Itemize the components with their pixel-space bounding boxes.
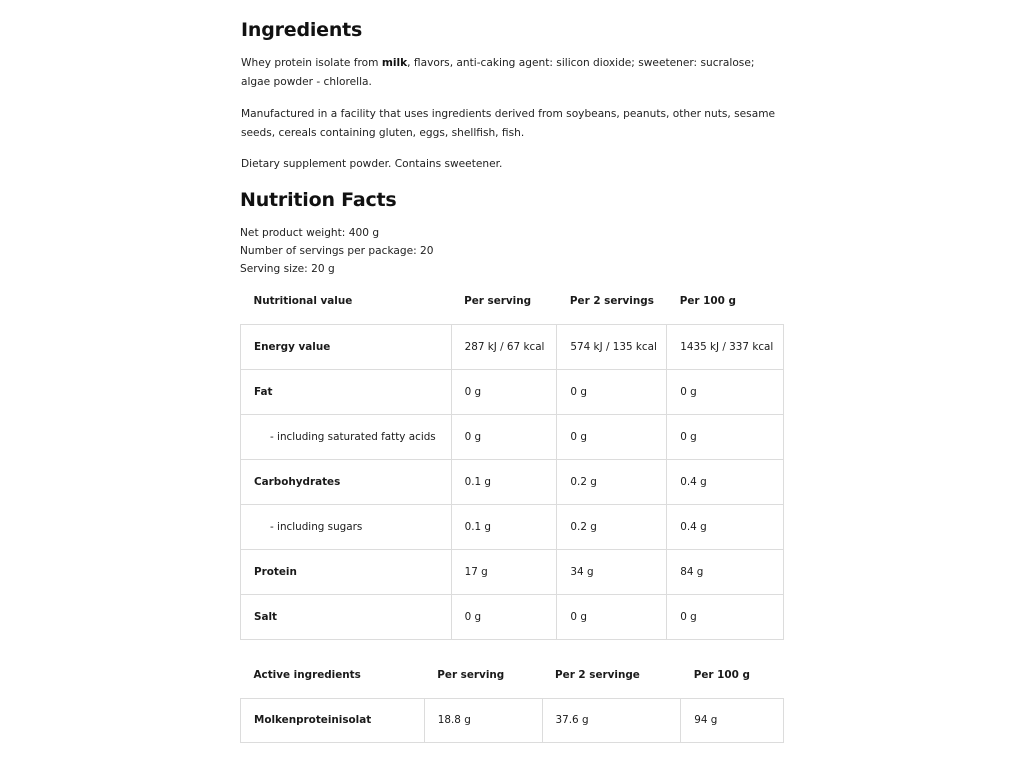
table-cell: 34 g xyxy=(557,549,667,594)
ingredients-heading: Ingredients xyxy=(241,19,363,41)
column-header: Nutritional value xyxy=(253,294,353,307)
ingredients-text-end: , flavors, anti-caking agent: silicon dioxide; sweetener: sucralose; algae powder - chlorella. xyxy=(241,57,755,88)
servings-per-package: Number of servings per package: 20 xyxy=(240,245,434,257)
table-row xyxy=(241,549,784,594)
table-cell: 0 g xyxy=(557,594,667,639)
table-cell: 0 g xyxy=(451,414,557,459)
table-cell: 0.4 g xyxy=(667,459,784,504)
active-ingredients-table xyxy=(240,652,784,743)
table-cell: 0.2 g xyxy=(557,459,667,504)
column-header: Per 2 servinge xyxy=(555,668,640,681)
ingredients-text-start: Whey protein isolate from xyxy=(241,57,382,69)
net-weight: Net product weight: 400 g xyxy=(240,227,380,239)
column-header: Per 2 servings xyxy=(569,294,654,307)
row-label: Protein xyxy=(241,549,452,594)
table-row xyxy=(241,324,784,369)
table-cell: 0 g xyxy=(557,414,667,459)
dietary-note: Dietary supplement powder. Contains sweetener. xyxy=(241,158,503,170)
table-row xyxy=(241,698,784,742)
table-cell: 0 g xyxy=(667,594,784,639)
table-cell: 17 g xyxy=(451,549,557,594)
column-header: Per serving xyxy=(437,668,505,681)
table-cell: 574 kJ / 135 kcal xyxy=(557,324,667,369)
row-label: Carbohydrates xyxy=(241,459,452,504)
table-cell: 0 g xyxy=(451,369,557,414)
table-cell: 1435 kJ / 337 kcal xyxy=(667,324,784,369)
table-row xyxy=(241,459,784,504)
column-header: Active ingredients xyxy=(253,668,361,681)
row-label: - including sugars xyxy=(241,504,452,549)
row-label: Salt xyxy=(241,594,452,639)
row-label: Energy value xyxy=(241,324,452,369)
column-header: Per 100 g xyxy=(679,294,736,307)
table-cell: 0 g xyxy=(557,369,667,414)
table-row xyxy=(241,414,784,459)
row-label: - including saturated fatty acids xyxy=(241,414,452,459)
nutrition-facts-heading: Nutrition Facts xyxy=(240,189,397,211)
column-header: Per serving xyxy=(464,294,532,307)
table-cell: 18.8 g xyxy=(424,698,542,742)
active-table-header xyxy=(241,652,784,698)
table-cell: 0 g xyxy=(667,414,784,459)
table-cell: 0.2 g xyxy=(557,504,667,549)
ingredients-allergen-milk: milk xyxy=(381,57,408,69)
ingredients-text xyxy=(241,54,785,91)
column-header: Per 100 g xyxy=(693,668,750,681)
row-label: Molkenproteinisolat xyxy=(241,698,425,742)
nutrition-table xyxy=(240,278,784,640)
row-label: Fat xyxy=(241,369,452,414)
table-row xyxy=(241,369,784,414)
serving-size: Serving size: 20 g xyxy=(240,263,335,275)
table-cell: 0.1 g xyxy=(451,459,557,504)
table-row xyxy=(241,594,784,639)
table-cell: 0.4 g xyxy=(667,504,784,549)
table-row xyxy=(241,504,784,549)
table-cell: 0.1 g xyxy=(451,504,557,549)
table-cell: 0 g xyxy=(451,594,557,639)
table-cell: 94 g xyxy=(681,698,784,742)
table-cell: 287 kJ / 67 kcal xyxy=(451,324,557,369)
facility-allergen-note: Manufactured in a facility that uses ingredients derived from soybeans, peanuts, other nuts, sesame seeds, cereals containing gluten, eggs, shellfish, fish. xyxy=(241,108,776,139)
nutrition-table-header xyxy=(241,278,784,324)
table-cell: 37.6 g xyxy=(542,698,681,742)
table-cell: 0 g xyxy=(667,369,784,414)
table-cell: 84 g xyxy=(667,549,784,594)
